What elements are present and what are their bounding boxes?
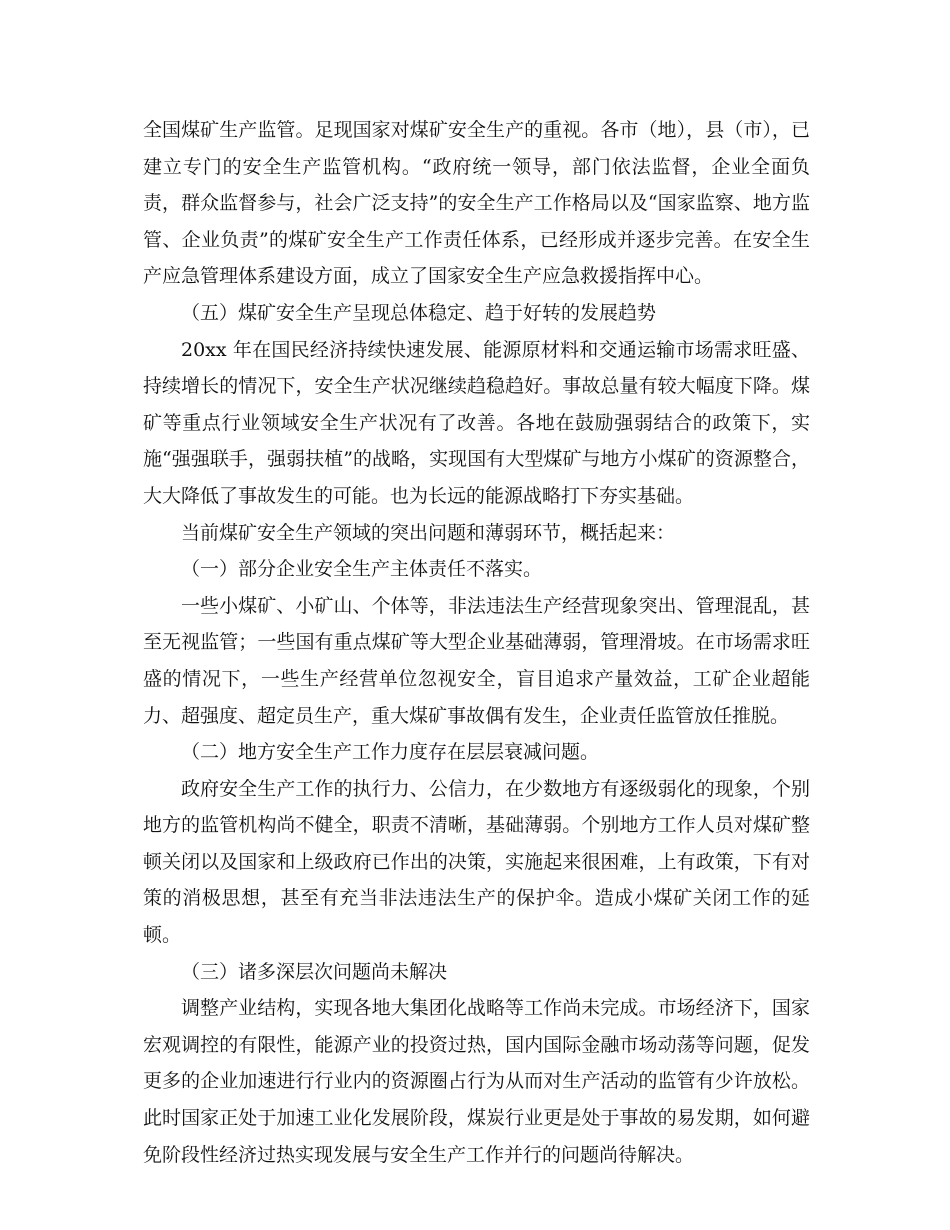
section-heading-2: （二）地方安全生产工作力度存在层层衰减问题。 xyxy=(181,741,600,764)
paragraph-local-government: 政府安全生产工作的执行力、公信力，在少数地方有逐级弱化的现象，个别地方的监管机构尚不健全，职责不清晰，基础薄弱。个别地方工作人员对煤矿整顿关闭以及国家和上级政府已作出的决策，实施起来很困难，上有政策，下有对策的消极思想，甚至有充当非法违法生产的保护伞。造成小煤矿关闭工作的延顿。 xyxy=(143,777,810,947)
section-heading-1: （一）部分企业安全生产主体责任不落实。 xyxy=(181,558,543,581)
paragraph-continued: 全国煤矿生产监管。足现国家对煤矿安全生产的重视。各市（地），县（市），已建立专门的安全生产监管机构。“政府统一领导，部门依法监督，企业全面负责，群众监督参与，社会广泛支持”的安全生产工作格局以及“国家监察、地方监管、企业负责”的煤矿安全生产工作责任体系，已经形成并逐步完善。在安全生产应急管理体系建设方面，成立了国家安全生产应急救援指挥中心。 xyxy=(143,119,810,288)
paragraph-trend: 20xx 年在国民经济持续快速发展、能源原材料和交通运输市场需求旺盛、持续增长的情况下，安全生产状况继续趋稳趋好。事故总量有较大幅度下降。煤矿等重点行业领域安全生产状况有了改善。各地在鼓励强弱结合的政策下，实施“强强联手，强弱扶植”的战略，实现国有大型煤矿与地方小煤矿的资源整合，大大降低了事故发生的可能。也为长远的能源战略打下夯实基础。 xyxy=(143,338,810,507)
paragraph-deep-problems: 调整产业结构，实现各地大集团化战略等工作尚未完成。市场经济下，国家宏观调控的有限性，能源产业的投资过热，国内国际金融市场动荡等问题，促发更多的企业加速进行行业内的资源圈占行为从而对生产活动的监管有少许放松。此时国家正处于加速工业化发展阶段，煤炭行业更是处于事故的易发期，如何避免阶段性经济过热实现发展与安全生产工作并行的问题尚待解决。 xyxy=(143,997,810,1166)
paragraph-problems-intro: 当前煤矿安全生产领域的突出问题和薄弱环节，概括起来： xyxy=(181,521,676,544)
section-heading-3: （三）诸多深层次问题尚未解决 xyxy=(181,960,448,983)
section-heading-5: （五）煤矿安全生产呈现总体稳定、趋于好转的发展趋势 xyxy=(181,301,657,324)
document-body xyxy=(143,112,810,1173)
paragraph-enterprise-responsibility: 一些小煤矿、小矿山、个体等，非法违法生产经营现象突出、管理混乱，甚至无视监管；一些国有重点煤矿等大型企业基础薄弱，管理滑坡。在市场需求旺盛的情况下，一些生产经营单位忽视安全，盲目追求产量效益，工矿企业超能力、超强度、超定员生产，重大煤矿事故偶有发生，企业责任监管放任推脱。 xyxy=(143,594,810,727)
